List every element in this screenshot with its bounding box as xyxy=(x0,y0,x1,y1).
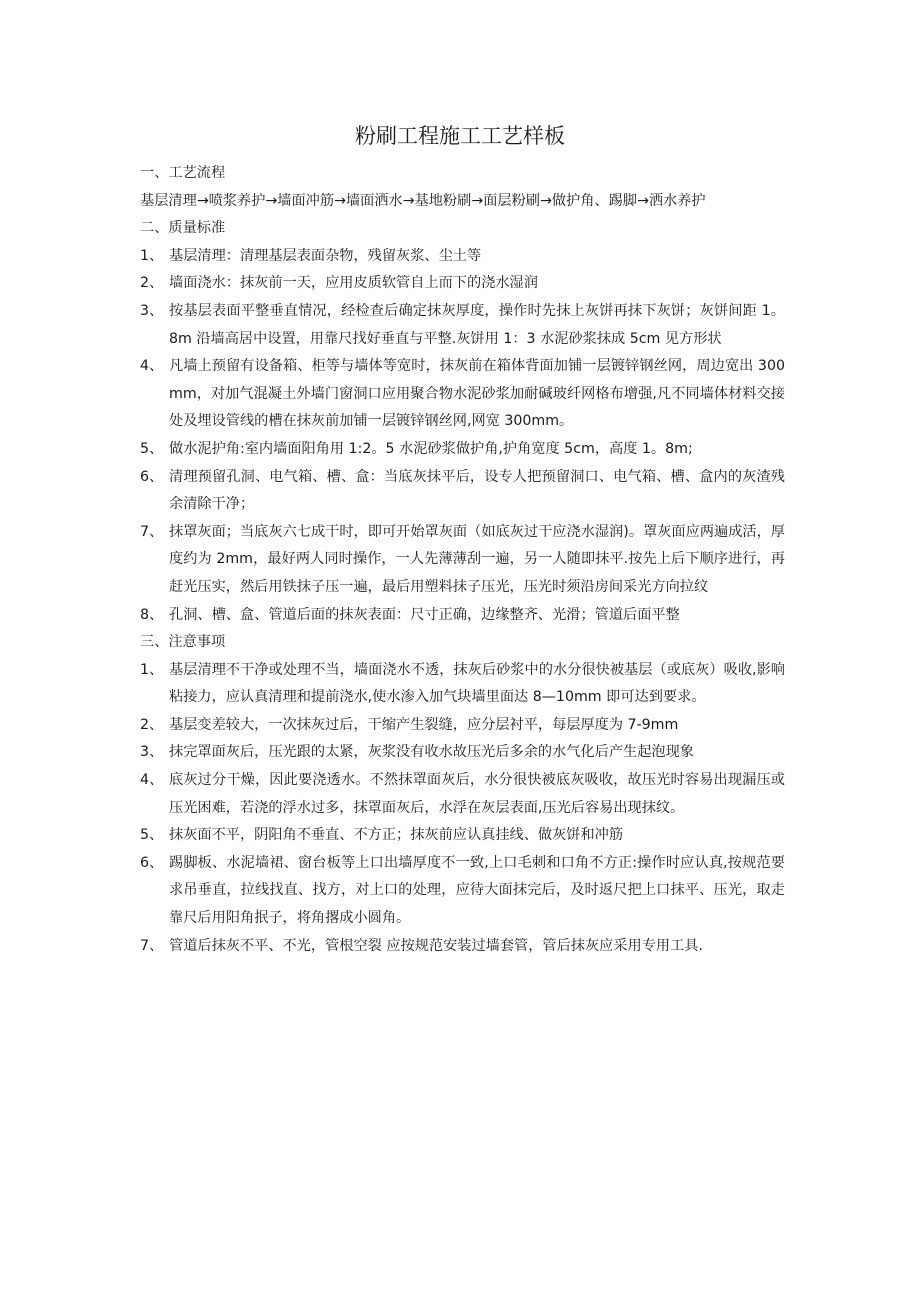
list-item xyxy=(140,657,785,712)
item-number: 5、 xyxy=(140,440,164,457)
item-number: 4、 xyxy=(140,772,164,789)
list-item xyxy=(140,933,785,961)
list-item xyxy=(140,436,785,464)
section-heading-notes: 三、注意事项 xyxy=(140,634,226,651)
item-text: 凡墙上预留有设备箱、柜等与墙体等宽时，抹灰前在箱体背面加铺一层镀锌钢丝网，周边宽出 300mm，对加气混凝土外墙门窗洞口应用聚合物水泥砂浆加耐碱玻纤网格布增强,凡不同墙体材料交接处及埋设管线的槽在抹灰前加铺一层镀锌钢丝网,网宽 300mm。 xyxy=(169,358,785,430)
item-number: 4、 xyxy=(140,358,164,375)
item-text: 清理预留孔洞、电气箱、槽、盒：当底灰抹平后，设专人把预留洞口、电气箱、槽、盒内的灰渣残余清除干净； xyxy=(169,468,785,513)
list-item xyxy=(140,712,785,740)
section-heading-process: 一、工艺流程 xyxy=(140,165,226,181)
item-number: 6、 xyxy=(140,468,164,485)
document-title: 粉刷工程施工工艺样板 xyxy=(355,124,565,148)
list-item xyxy=(140,739,785,767)
item-number: 7、 xyxy=(140,523,164,540)
item-text: 墙面浇水：抹灰前一天，应用皮质软管自上而下的浇水湿润 xyxy=(169,275,538,292)
item-number: 1、 xyxy=(140,661,164,678)
item-text: 基层清理不干净或处理不当，墙面浇水不透，抹灰后砂浆中的水分很快被基层（或底灰）吸收,影响粘接力，应认真清理和提前浇水,使水渗入加气块墙里面达 8—10mm 即可达到要求。 xyxy=(169,661,785,706)
item-number: 3、 xyxy=(140,744,164,761)
item-number: 7、 xyxy=(140,937,164,954)
item-text: 抹灰面不平，阴阳角不垂直、不方正；抹灰前应认真挂线、做灰饼和冲筋 xyxy=(169,827,624,844)
item-text: 基层变差较大，一次抹灰过后，干缩产生裂缝，应分层衬平，每层厚度为 7-9mm xyxy=(169,716,679,733)
item-text: 按基层表面平整垂直情况，经检查后确定抹灰厚度，操作时先抹上灰饼再抹下灰饼；灰饼间距 1。8m 沿墙高居中设置，用靠尺找好垂直与平整.灰饼用 1：3 水泥砂浆抹成 5cm 见方形状 xyxy=(169,302,785,347)
item-number: 1、 xyxy=(140,247,164,264)
document-body xyxy=(140,160,785,960)
item-text: 管道后抹灰不平、不光，管根空裂 应按规范安装过墙套管，管后抹灰应采用专用工具. xyxy=(169,937,703,954)
list-item xyxy=(140,822,785,850)
item-text: 踢脚板、水泥墙裙、窗台板等上口出墙厚度不一致,上口毛刺和口角不方正:操作时应认真,按规范要求吊垂直，拉线找直、找方，对上口的处理，应待大面抹完后，及时返尺把上口抹平、压光，取走靠尺后用阳角抿子，将角撂成小圆角。 xyxy=(169,854,785,927)
item-number: 2、 xyxy=(140,275,164,292)
list-item xyxy=(140,270,785,298)
item-number: 8、 xyxy=(140,606,164,623)
item-text: 底灰过分干燥，因此要浇透水。不然抹罩面灰后，水分很快被底灰吸收，故压光时容易出现漏压或压光困难，若浇的浮水过多，抹罩面灰后，水浮在灰层表面,压光后容易出现抹纹。 xyxy=(169,772,785,816)
item-number: 2、 xyxy=(140,716,164,733)
list-item xyxy=(140,353,785,436)
process-flow-paragraph: 基层清理→喷浆养护→墙面冲筋→墙面洒水→基地粉刷→面层粉刷→做护角、踢脚→洒水养护 xyxy=(140,192,706,209)
item-number: 5、 xyxy=(140,827,164,844)
item-text: 抹完罩面灰后，压光跟的太紧，灰浆没有收水故压光后多余的水气化后产生起泡现象 xyxy=(169,744,694,761)
quality-standard-list xyxy=(140,243,785,629)
list-item xyxy=(140,519,785,602)
item-text: 基层清理：清理基层表面杂物，残留灰浆、尘土等 xyxy=(169,247,482,264)
list-item xyxy=(140,767,785,822)
section-heading-quality: 二、质量标准 xyxy=(140,220,226,237)
item-text: 抹罩灰面；当底灰六七成干时，即可开始罩灰面（如底灰过干应浇水湿润)。罩灰面应两遍成活，厚度约为 2mm，最好两人同时操作，一人先薄薄刮一遍，另一人随即抹平.按先上后下顺序进行，再赶光压实，然后用铁抹子压一遍，最后用塑料抹子压光，压光时须沿房间采光方向拉纹 xyxy=(169,523,785,595)
list-item xyxy=(140,464,785,519)
precautions-list xyxy=(140,657,785,961)
list-item xyxy=(140,602,785,630)
list-item xyxy=(140,243,785,271)
item-number: 6、 xyxy=(140,854,164,871)
item-number: 3、 xyxy=(140,302,164,319)
item-text: 孔洞、槽、盒、管道后面的抹灰表面：尺寸正确，边缘整齐、光滑；管道后面平整 xyxy=(169,606,680,623)
list-item xyxy=(140,850,785,933)
item-text: 做水泥护角:室内墙面阳角用 1:2。5 水泥砂浆做护角,护角宽度 5cm，高度 1。8m; xyxy=(169,440,693,457)
list-item xyxy=(140,298,785,353)
